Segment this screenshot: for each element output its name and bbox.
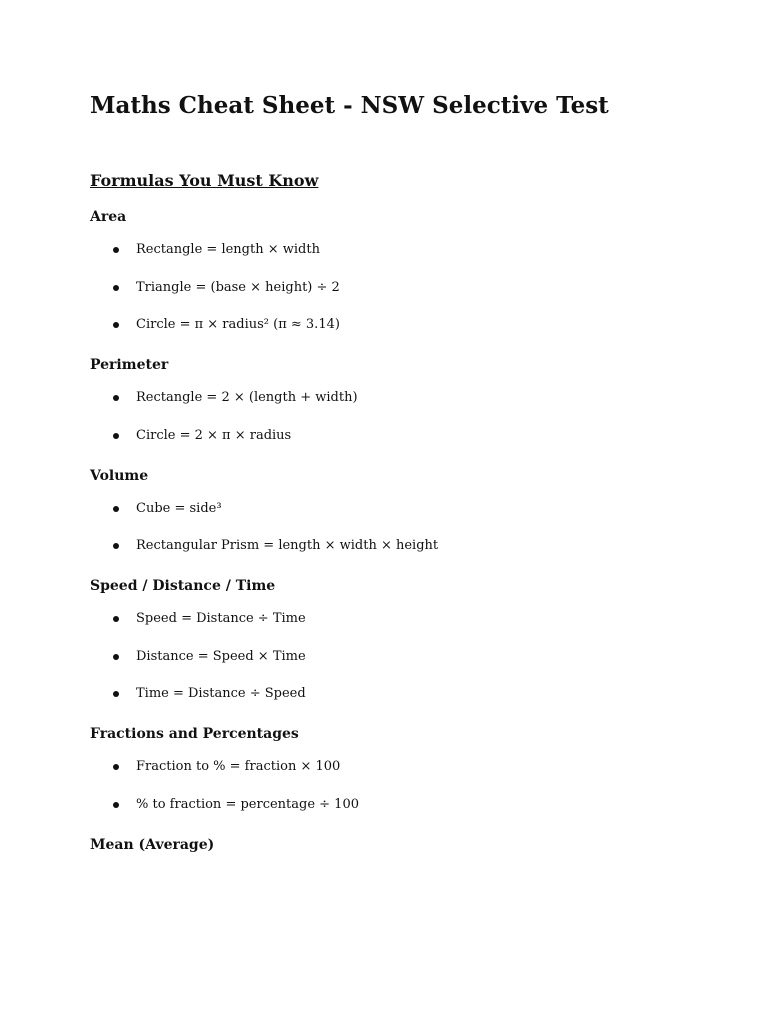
- bullet-icon: [113, 322, 119, 328]
- formula-item: [90, 389, 728, 407]
- section-area: [90, 206, 728, 334]
- formula-text: Circle = 2 × π × radius: [136, 427, 292, 443]
- formula-list: [90, 758, 728, 814]
- formula-text: Rectangle = 2 × (length + width): [136, 390, 358, 405]
- section-fractions-and-percentages: [90, 723, 728, 814]
- section-perimeter: [90, 354, 728, 445]
- formula-text: Rectangular Prism = length × width × height: [136, 538, 439, 553]
- section-heading: Perimeter: [90, 357, 169, 373]
- formula-item: [90, 796, 728, 814]
- bullet-icon: [113, 433, 119, 439]
- formula-item: [90, 610, 728, 628]
- formula-text: Distance = Speed × Time: [136, 648, 306, 664]
- formula-text: Triangle = (base × height) ÷ 2: [136, 279, 340, 295]
- bullet-icon: [113, 247, 119, 253]
- bullet-icon: [113, 543, 119, 549]
- bullet-icon: [113, 802, 119, 808]
- formula-item: [90, 537, 728, 555]
- section-heading: Area: [90, 209, 127, 225]
- formula-text: Fraction to % = fraction × 100: [136, 759, 341, 774]
- formula-item: [90, 500, 728, 518]
- section-speed-distance-time: [90, 575, 728, 703]
- formula-text: % to fraction = percentage ÷ 100: [136, 796, 359, 812]
- bullet-icon: [113, 395, 119, 401]
- bullet-icon: [113, 764, 119, 770]
- formula-text: Speed = Distance ÷ Time: [136, 611, 306, 626]
- section-heading: Fractions and Percentages: [90, 726, 299, 742]
- sections-container: [90, 206, 728, 856]
- section-heading: Speed / Distance / Time: [90, 578, 276, 594]
- formula-item: [90, 279, 728, 297]
- bullet-icon: [113, 654, 119, 660]
- formula-item: [90, 648, 728, 666]
- page-subtitle: Formulas You Must Know: [90, 171, 319, 190]
- formula-item: [90, 685, 728, 703]
- bullet-icon: [113, 691, 119, 697]
- bullet-icon: [113, 616, 119, 622]
- bullet-icon: [113, 285, 119, 291]
- section-volume: [90, 465, 728, 556]
- page-title: Maths Cheat Sheet - NSW Selective Test: [90, 92, 609, 119]
- section-mean-average: [90, 834, 728, 856]
- formula-item: [90, 758, 728, 776]
- formula-item: [90, 316, 728, 334]
- formula-text: Cube = side³: [136, 500, 222, 516]
- formula-item: [90, 241, 728, 259]
- formula-list: [90, 241, 728, 334]
- bullet-icon: [113, 506, 119, 512]
- formula-text: Rectangle = length × width: [136, 242, 320, 257]
- section-heading: Volume: [90, 467, 149, 484]
- formula-text: Circle = π × radius² (π ≈ 3.14): [136, 317, 340, 332]
- section-heading: Mean (Average): [90, 836, 215, 853]
- formula-text: Time = Distance ÷ Speed: [136, 686, 306, 701]
- formula-item: [90, 427, 728, 445]
- formula-list: [90, 500, 728, 556]
- formula-list: [90, 610, 728, 703]
- formula-list: [90, 389, 728, 445]
